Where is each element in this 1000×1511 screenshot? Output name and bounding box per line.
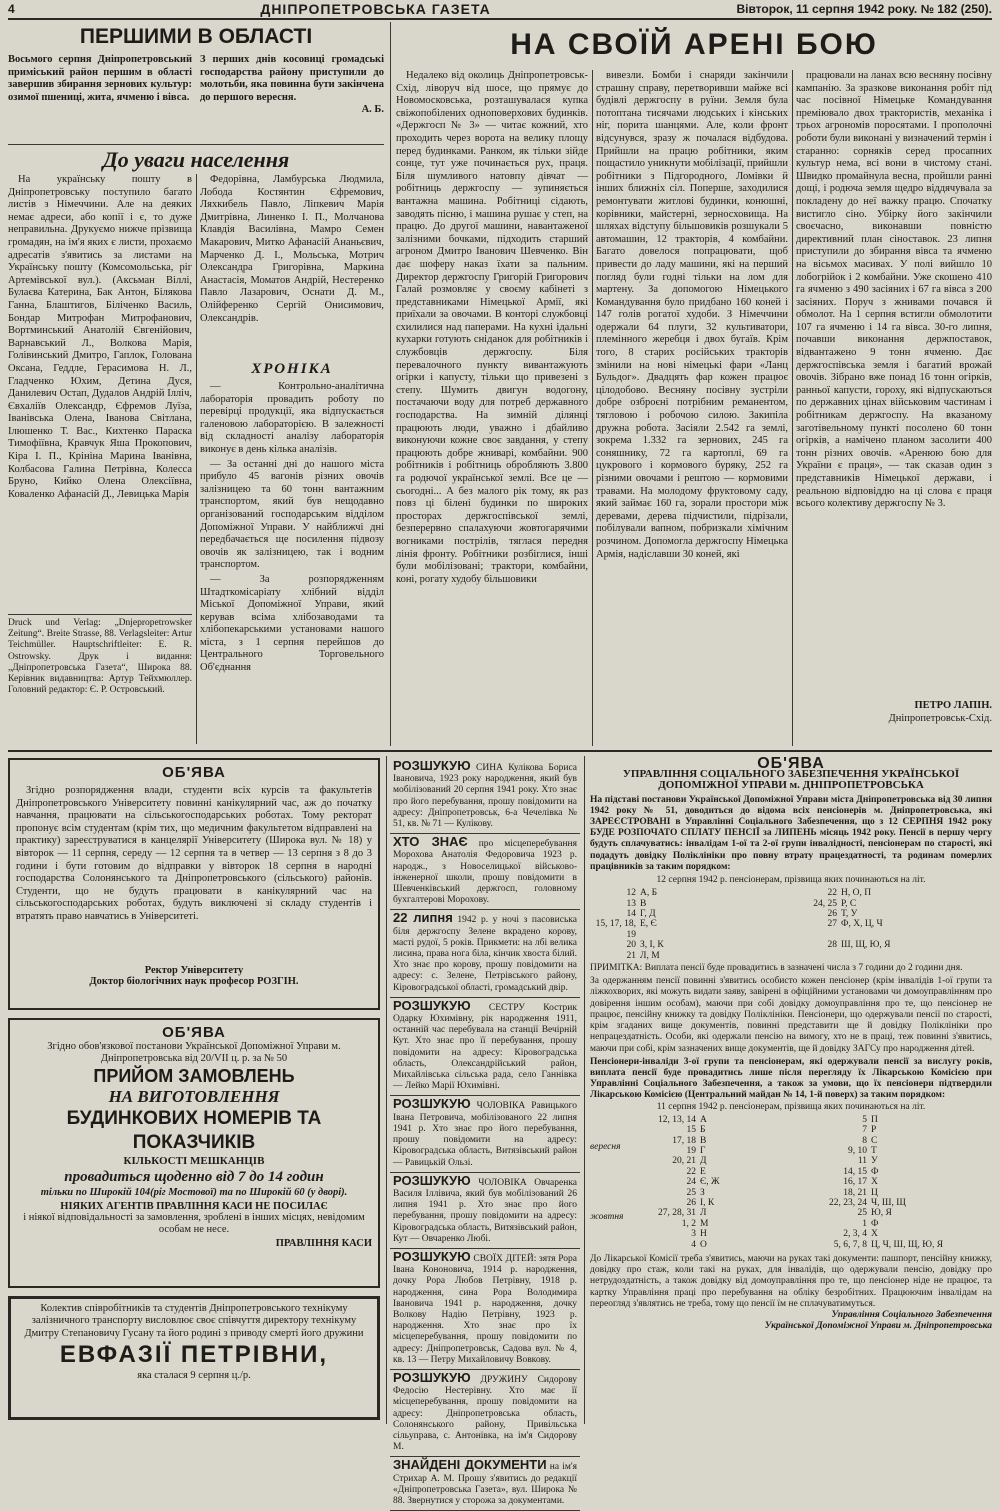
classified-keyword: ЗНАЙДЕНІ ДОКУМЕНТИ — [393, 1457, 547, 1473]
house-numbers-ad-h6: тільки по Широкій 104(ріг Мостової) та по Широкій 60 (у дворі). — [40, 1187, 348, 1198]
pension-day: 15, 17, 18, 19 — [595, 919, 636, 940]
arena-title: НА СВОЇЙ АРЕНІ БОЮ — [510, 28, 878, 61]
classified-keyword: РОЗШУКУЮ — [393, 1096, 471, 1112]
house-numbers-ad-h1: ПРИЙОМ ЗАМОВЛЕНЬ — [93, 1066, 295, 1086]
pension-day: 12, 13, 14 — [658, 1114, 696, 1125]
rule-6 — [792, 70, 793, 746]
arena-author: ПЕТРО ЛАПІН. — [914, 700, 992, 711]
pension-letters: О — [700, 1239, 707, 1250]
pension-day: 22 — [686, 1166, 696, 1177]
university-ad-body: Згідно розпорядження влади, студенти всіх курсів та факультетів Дніпропетровського Університету повинні канікулярний час, аж до початку навчання, працювати на сільськогосподарських роботах. Тому ректорат пропонує всім студентам (крім тих, що медичним факультетом відправлені на практику) зареєструватися в канцелярії Університету (Широка вул. № 18) у вівторок — 11 серпня, середу — 12 серпня та в четвер — 13 серпня з 8 до 3 години і бути готовим до відправки у вівторок 18 серпня в народні господарства Солонянського та Дніпропетровського (сільського) районів. Студенти, що не будуть працювати в канікулярний час на сільськогосподарських роботах, будуть виключені зі складу студентів і втратять право навчатись в Університеті. — [16, 785, 372, 922]
house-numbers-ad — [8, 1018, 380, 1288]
pension-letters: Т, У — [841, 909, 858, 920]
pension-sub-1: УПРАВЛІННЯ СОЦІАЛЬНОГО ЗАБЕЗПЕЧЕННЯ УКРАЇНСЬКОЇ — [622, 768, 960, 781]
pension-letters: Г — [700, 1145, 706, 1156]
pension-day: 21 — [626, 950, 636, 961]
pension-empty — [791, 951, 837, 961]
pension-letters: Ш, Щ, Ю, Я — [841, 940, 891, 951]
pension-letters: Г, Д — [640, 909, 656, 920]
first-in-region-article — [8, 24, 384, 142]
classified-text: 1942 р. у ночі з пасовиська біля держгоспу Зелене вкрадено корову, масті рудої, 5 років. Прикмети: на лбі велика лисина, права нога біла, кінчик хвоста білий. Хто знає про корову, прошу повідомити на адресу: с. Зелене, Петрівського району, Кіровоградської області, громадський двір. — [393, 915, 577, 993]
house-numbers-ad-intro: Згідно обов'язкової постанови Української Допоміжної Управи м. Дніпропетровська від 20/VII ц. р. за № 50 — [47, 1041, 341, 1064]
university-ad-sign-1: Ректор Університету — [144, 965, 244, 976]
attention-title: До уваги населення — [102, 147, 290, 172]
pension-day: 8 — [862, 1135, 867, 1146]
pension-day: 22 — [827, 888, 837, 899]
classified-text: СИНА Кулікова Бориса Івановича, 1923 року народження, який був мобілізований 20 серпня 1941 року. Хто знає про його перебування, прошу повідомити на адресу: Дніпропетровськ, 6-а Чечелівка № 51, кв. № 71 — Кулікову. — [393, 763, 577, 830]
house-numbers-ad-h4: КІЛЬКОСТІ МЕШКАНЦІВ — [123, 1155, 265, 1167]
pension-letters: І, К — [700, 1197, 715, 1208]
pension-letters: Л — [700, 1208, 707, 1219]
classified-ad — [390, 758, 580, 834]
first-left-text: Восьмого серпня Дніпропетровський приміський район першим в області завершив збирання зернових культур: озимої пшениці, жита, ячменю і вівса. — [8, 54, 192, 103]
classified-keyword: РОЗШУКУЮ — [393, 758, 471, 773]
pension-letters: Ф, Х, Ц, Ч — [841, 919, 883, 930]
pension-day: 4 — [691, 1239, 696, 1250]
first-sign: А. Б. — [361, 104, 384, 116]
house-numbers-ad-warn: НІЯКИХ АГЕНТІВ ПРАВЛІННЯ КАСИ НЕ ПОСИЛАЄ — [60, 1201, 328, 1212]
arena-text-2: вивезли. Бомби і снаряди закінчили страшну справу, перетворивши майже всі будівлі держгоспу в руїни. Земля була потоптана тисячами людських і кінських ніг, порита шанцями. Але, коли фронт відсунувся, зразу ж почалася відбудова. Прийшли на працю робітники, яким пощастило уникнути мобілізації, прийшли робітники з Підгородного, Ломівки й інших ближніх сіл. Поперше, заходилися ремонтувати житлові будинки, конюшні, корівники, майстерні, зерносховища. На шляхах відступу більшовиків розшукали 5 автомашин, 12 тракторів, 4 комбайни. Багато довелося попрацювати, щоб привести до ладу машини, які на перший погляд були годні тільки на лом для мартену. За допомогою Німецького Командування було придбано 160 коней і 147 голів рогатої худоби. З Німеччини одержали 64 плуги, 32 культиватори, племінного жеребця і двох бугаїв. Крім того, 8 старих російських тракторів змінили на нові німецькі фари «Ланц Бульдог». Двадцять фар кожен працює цілодобово. Весняну посівну зустріли добре озброєні потрібним реманентом, тягловою і робочою силою. Закипіла дружна робота. Засіяли 2.542 га землі, зокрема 1.332 га зернових, 245 га соняшнику, 72 га картоплі, 69 га цукрового і кормового буряку, 252 га різними овочами і рештою — кормовими травами. На молодому фруктовому саду, який займає 160 га, зорали простори між деревами, дерева підчистили, підрізали, побілували вапном, побризкали хімічним розчином. Допомогла держгоспу Німецька Армія, надіславши 30 коней, які — [596, 70, 788, 560]
pension-letters: Ю, Я — [871, 1208, 892, 1219]
classified-text: ЧОЛОВІКА Равицького Івана Петровича, мобілізованого 22 липня 1941 р. Хто знає про його перебування, прошу повідомити на адресу: Кіровоградська область, Витязівський район — Равицькій Ользі. — [393, 1101, 578, 1168]
classified-keyword: РОЗШУКУЮ — [393, 1248, 471, 1264]
pension-letters: В — [700, 1135, 707, 1146]
pension-letters: Ф — [871, 1166, 879, 1177]
arena-heading-area — [396, 24, 992, 68]
attention-column-2 — [200, 174, 384, 352]
pension-day: 9, 10 — [848, 1145, 867, 1156]
house-numbers-ad-title: ОБ'ЯВА — [162, 1024, 226, 1041]
university-ad-sign-2: Доктор біологічних наук професор РОЗГІН. — [89, 976, 299, 987]
pension-day: 20 — [626, 940, 636, 951]
pension-day: 24 — [686, 1177, 696, 1188]
pension-day: 18, 21 — [843, 1187, 867, 1198]
pension-letters: У — [871, 1156, 878, 1167]
classified-text: СЕСТРУ Кострик Одарку Юхимівну, рік народження 1911, останній час перебувала на станції Вечірній Кут. Хто знає про її перебування, прошу повідомити на адресу: Кіровоградська область, Олександрійський район, Михайлівська сільська рада, село Ганнівка — Лейко Марії Юхимівні. — [393, 1002, 577, 1092]
pension-day: 15 — [686, 1125, 696, 1136]
arena-column-1 — [396, 70, 588, 746]
classified-ad — [390, 1173, 580, 1249]
classified-ad — [390, 1370, 580, 1457]
page-header — [8, 0, 992, 20]
pension-letters: Ц, Ч, Ш, Щ, Ю, Я — [871, 1239, 944, 1250]
pension-day: 11 — [857, 1156, 867, 1167]
chronicle — [200, 360, 384, 744]
arena-column-3 — [796, 70, 992, 746]
pension-letters: Х — [871, 1177, 878, 1188]
pension-body: За одержанням пенсії повинні з'явитись особисто кожен пенсіонер (крім інвалідів 1-ої групи та ліжкохворих, які можуть видати заяву, завірені в офіційними установами чи домоуправлінням про довірення іншим особам), маючи при собі довідку домоуправління про те, що пенсіонер не працює, пенсійну книжку та довідку Поліклініки. Пенсіонери, що одержували пенсії по старості, крім згаданих вище документів, повинні представити ще й довідку Поліклініки про непрацездатність. Особи, які одержали пенсію на вимогу, хто не в праці, теж повинні з'явитись, маючи при собі, крім зазначених вище документів, ще й довідку ЗАГСу про народження дітей. — [590, 976, 992, 1054]
pension-intro: На підставі постанови Української Допоміжної Управи міста Дніпропетровська від 30 липня 1942 року № 51, доводиться до відома всіх пенсіонерів м. Дніпропетровська, які ЗАРЕЄСТРОВАНІ в Управлінні Соціального Забезпечення, що з 12 СЕРПНЯ 1942 року БУДЕ РОЗПОЧАТО СПЛАТУ ПЕНСІЇ за ЛИПЕНЬ місяць 1942 року. Пенсії в першу чергу будуть сплачуватись: інвалідам 1-ої та 2-ої групи інвалідності, пенсіонерам по старості, які подадуть довідку Поліклініки про повну втрату працездатності, та родинам померлих працівників за таким порядком: — [590, 794, 992, 872]
pension-month-oct: жовтня — [590, 1211, 624, 1222]
classified-keyword: РОЗШУКУЮ — [393, 1172, 471, 1188]
attention-text-2: Федорівна, Ламбурська Людмила, Лобода Костянтин Єфремович, Ляхкибель Павло, Ліпкевич Марія Дмитрівна, Линенко І. П., Молчанова Клавдія Василівна, Мамро Семен Макарович, Митко Афанасій Ананьєвич, Марченко Д. І., Мольська, Мотрич Олександра Григорівна, Маркина Анастасія, Моматов Андрій, Нестеренко Павло Лазарович, Оснати Д. М., Олійференко Сергій Онисимович, Олександрів. — [200, 174, 384, 324]
pension-day: 1 — [862, 1218, 867, 1229]
pension-note: ПРИМІТКА: Виплата пенсії буде провадитись в зазначені числа з 7 години до 2 години дня. — [590, 963, 963, 974]
pension-day: 16, 17 — [843, 1177, 867, 1188]
pension-letters: Ч, Ш, Щ — [871, 1197, 906, 1208]
pension-letters: Ц — [871, 1187, 878, 1198]
classified-ad — [390, 998, 580, 1097]
pension-letters: Н — [700, 1229, 707, 1240]
pension-day: 5 — [862, 1114, 867, 1125]
pension-day: 5, 6, 7, 8 — [833, 1239, 867, 1250]
chronicle-item-1: — Контрольно-аналітична лабораторія провадить роботу по перевірці продукції, яка відпускається галеновою лабораторією. В залежності від складності аналізу лабораторія виконує в день кілька аналізів. — [200, 381, 384, 455]
rule-5 — [592, 70, 593, 746]
pension-empty — [841, 951, 988, 961]
pension-letters: Є, Ж — [700, 1177, 720, 1188]
imprint-text: Druck und Verlag: „Dnjepropetrowsker Zeitung“. Breite Strasse, 88. Verlagsleiter: Artur Teichmüller. Hauptschriftleiter: E. R. Ostrowsky. Друк і видання: „Дніпропетровська Газета“, Широка 88. Керівник видавництва: Артур Тейхмюллер. Головний редактор: Є. Р. Островський. — [8, 618, 192, 696]
pension-letters: С — [871, 1135, 878, 1146]
pension-day: 28 — [827, 940, 837, 951]
pension-letters: Р, С — [841, 898, 857, 909]
classified-text: ДРУЖИНУ Сидорову Федосію Нестерівну. Хто має її місцеперебування, прошу повідомити на адресу: Дніпропетровська область, Солонянського району, Привільська сільуправа, с. Антонівка, на ім'я Сидорову М. — [393, 1374, 577, 1453]
pension-table-1-head: 12 серпня 1942 р. пенсіонерам, прізвища яких починаються на літ. — [656, 875, 926, 886]
pension-letters: П — [871, 1114, 878, 1125]
arena-place: Дніпропетровськ-Схід. — [888, 712, 992, 724]
pension-letters: З, І, К — [640, 940, 664, 951]
obituary-tail: яка сталася 9 серпня ц./р. — [137, 1370, 251, 1382]
pension-month-sep: вересня — [590, 1141, 621, 1152]
pension-day: 14 — [626, 909, 636, 920]
obituary-notice — [8, 1296, 380, 1420]
classified-text: ЧОЛОВІКА Овчаренка Василя Іллівича, який був мобілізований 26 липня 1941 р. Хто знає про його перебування, прошу повідомити на адресу: Кіровоградська область, Витязівський район, Кут — Овчаренко Любі. — [393, 1177, 578, 1244]
pension-letters: Т — [871, 1145, 877, 1156]
classified-ad — [390, 834, 580, 910]
classified-text: про місцеперебування Морохова Анатолія Федоровича 1923 р. народж., з Новоселицької військово-інженерної школи, прошу повідомити в Шевченківський держгосп, головному бухгалтерові Морохову. — [393, 839, 578, 906]
university-ad-body-wrap — [16, 785, 372, 965]
pension-day: 24, 25 — [813, 898, 837, 909]
pension-day: 22, 23, 24 — [829, 1197, 867, 1208]
pension-letters: Д — [700, 1156, 707, 1167]
pension-letters: Х — [871, 1229, 878, 1240]
obituary-name: ЕВФАЗІЇ ПЕТРІВНИ, — [59, 1341, 329, 1369]
arena-text-3: працювали на ланах всю весняну посівну кампанію. За зразкове виконання робіт під час посівної Німецьке Командування преміювало двох трактористів, механіка і трьох агрономів поросятами. І прополочні роботи були виконані у визначений термін і старанно: сорняків серед просапних культур нема, всі вони в чистому стані. Швидко промайнула весна, пройшли ранні дощі, і родюча земля щедро віддячувала за покладену до неї важку працю. Спочатку вистигло сіно. Убірку його закінчили своєчасно, виконавши повністю директивний план сіноставок. 23 липня приступили до збирання вівса та ячменю на вісьмох масивах. У полі вийшло 10 лобогрійок і 2 комбайни. Уже скошено 410 га ячменю з 490 засіяних і 67 га вівса з 200 засіяних. Поруч з жнивами почався й обмолот. На 1 серпня встигли обмолотити 107 га ячменю і 14 га вівса. 30-го липня, почавши виконання держпоставок, відвантажено 9 тонн ячменю. Дає держгоспівська земля і багатий врожай овочів. Зібрано вже понад 16 тонн огірків, ранньої капусти, гороху, які відпускаються по державних цінах військовим частинам і робітникам держгоспу. На вказаному заготівельному пункті посолено 60 тонн огірків, а намічено планом засолити 400 тонн різних овочів. «Аренюю бою для України є праця», — так сказав один з представників Німецької держави, і реальною відповіддю на ці слова є праця всього колективу держгоспу № 3. — [796, 70, 992, 510]
classifieds-column — [390, 758, 580, 1506]
pension-letters: Л, М — [640, 950, 660, 961]
chronicle-title: ХРОНІКА — [251, 361, 333, 377]
attention-heading-area — [8, 148, 384, 172]
pension-sub-2: ДОПОМІЖНОЇ УПРАВИ м. ДНІПРОПЕТРОВСЬКА — [658, 779, 924, 792]
obituary-body: Колектив співробітників та студентів Дніпропетровського технікуму залізничного транспорту висловлює своє співчуття директору технікуму Дмитру Степановичу Гусану та його родині з приводу смерті його дружини — [24, 1303, 364, 1339]
pension-day: 26 — [686, 1197, 696, 1208]
pension-letters: Е — [700, 1166, 706, 1177]
pension-day: 25 — [857, 1208, 867, 1219]
pension-sign-1: Управління Соціального Забезпечення — [831, 1310, 992, 1321]
arena-text-1: Недалеко від околиць Дніпропетровськ-Схід, ліворуч від шосе, що прямує до Новомосковська, розташувалася купка свіжопобілених одноповерхових будинків. «Держгосп № 3» — читає кожний, хто проходить через ворота на велику площу перед будинками. Ранком, як тільки зійде сонце, тут уже починається рух, праця. Біля шумливого натовпу дівчат — робітниць держгоспу — зупиняється вантажна машина. Робітниці сідають, заводять пісню, і машина рушає у степ, на працю. До другої машини, навантаженої залізними бочками, підходить старший агроном Дмитро Іванович Шевченко. Він дає шоферу наказ їхати за пальним. Директор держгоспу Григорій Григорович Галай розмовляє у своєму кабінеті з представниками Німецької Армії, які приїхали за овочами. В конторі службовці схилилися над паперами. На кухні ідальні кухарки готують сніданок для робітників і службовців держгоспу. Біля перевалочного пункту вивантажують огірки і капусту, тільки що привезені з степу. Шумить двигун водогону, постачаючи воду для потреб державного господарства. На зимній ділянці працюють люди, уважно і дбайливо виконуючи кожне своє завдання, у степу працюють добре жниварі, комбайни. 900 робітників і робітниць обробляють 3.800 га родючої української землі. Все це — сьогодні... А без малого рік тому, як раз повз ці білені будинки по широких просторах держгоспівської землі, безперервно спалахуючи жовтогарячими вогниками пострілів, тяглася передня лінія фронту. Робітники розбіглися, інші були мобілізовані; трактори, комбайни, коні, рогату худобу більшовики — [396, 70, 588, 585]
university-ad — [8, 758, 380, 1010]
classified-ad — [390, 1457, 580, 1511]
pension-sign-2: Української Допоміжної Управи м. Дніпропетровська — [764, 1321, 992, 1332]
pension-letters: А, Б — [640, 888, 658, 899]
pension-day: 1, 2 — [681, 1218, 696, 1229]
rule-2 — [196, 174, 197, 744]
pension-day: 2, 3, 4 — [843, 1229, 867, 1240]
classified-ad — [390, 1249, 580, 1370]
first-right-text: З перших днів косовиці громадські господарства району приступили до молотьби, яка повинна бути закінчена до першого вересня. — [200, 54, 384, 103]
pension-letters: Б — [700, 1125, 706, 1136]
house-numbers-ad-body: і ніякої відповідальності за замовлення, зроблені в інших місцях, невідомим особам не несе. — [23, 1212, 365, 1235]
pension-day: 13 — [626, 898, 636, 909]
pension-letters: Е, Є — [640, 919, 657, 930]
classified-ad — [390, 1096, 580, 1172]
issue-date: Вівторок, 11 серпня 1942 року. — [736, 2, 918, 16]
attention-text-1: На українську пошту в Дніпропетровську поступило багато листів з Німеччини. Але на деяких немає адреси, або копії і є, то дуже неправильна. Друкуємо нижче прізвища громадян, на ім'я яких є листи, прохаємо адресатів з'явитись за листами на Українську пошту (Комсомольська, ріг Артемівської вул.). (Аксьман Віллі, Булаєва Катерина, Бак Антон, Білякова Ганна, Блаштигов, Біліченко Василь, Бондар Митрофан Митрофанович, Вортминський Анатолій Євгенійович, Варнавський Л., Волкова Марія, Голівинський Дмитро, Гаплок, Голована Оксана, Геддле, Герасимова Н. Л., Гладченко Юхим, Детина Дуся, Данилевич Остап, Дудалов Андрій Ілліч, Євхаліїв Олександр, Єфремов Луїза, Іванівська Олена, Іванова Світлана, Ілюшенко Т. Вас., Кихтенко Параска Тимофіївна, Кравчук Яша Прокопович, Кіра І. П., Крініна Марина Іванівна, Колбасова Галина Петрівна, Колесса Бруно, Кийко Олена Олексіївна, Коваленко Афанасій Д., Левицька Марія — [8, 174, 192, 500]
pension-title: ОБ'ЯВА — [757, 755, 825, 772]
pension-day: 17, 18 — [672, 1135, 696, 1146]
rule-1 — [8, 144, 384, 145]
house-numbers-ad-h3: БУДИНКОВИХ НОМЕРІВ ТА ПОКАЗЧИКІВ — [66, 1108, 322, 1153]
classified-keyword: 22 липня — [393, 910, 453, 926]
pension-letters: З — [700, 1187, 705, 1198]
masthead: ДНІПРОПЕТРОВСЬКА ГАЗЕТА — [260, 1, 491, 17]
classified-keyword: РОЗШУКУЮ — [393, 997, 471, 1013]
page-number: 4 — [8, 2, 15, 16]
pension-day: 7 — [862, 1125, 867, 1136]
rule-4 — [390, 22, 391, 746]
pension-letters: Р — [871, 1125, 877, 1136]
pension-day: 27 — [827, 919, 837, 930]
pension-table-2-head: 11 серпня 1942 р. пенсіонерам, прізвища яких починаються на літ. — [656, 1101, 926, 1112]
pension-letters: Ф — [871, 1218, 879, 1229]
pension-table-2 — [654, 1115, 988, 1250]
pension-notice — [590, 755, 992, 1424]
rule-3 — [8, 614, 192, 615]
rule-7 — [8, 750, 992, 752]
classified-keyword: РОЗШУКУЮ — [393, 1369, 471, 1385]
house-numbers-ad-h5: провадиться щоденно від 7 до 14 годин — [64, 1169, 324, 1185]
classified-keyword: ХТО ЗНАЄ — [393, 834, 468, 850]
pension-day: 26 — [827, 909, 837, 920]
house-numbers-ad-sign: ПРАВЛІННЯ КАСИ — [275, 1238, 372, 1249]
pension-table-1 — [594, 888, 988, 961]
pension-day: 27, 28, 31 — [658, 1208, 696, 1219]
attention-column-1 — [8, 174, 192, 610]
pension-day: 14, 15 — [843, 1166, 867, 1177]
pension-day: 3 — [691, 1229, 696, 1240]
chronicle-item-2: — За останні дні до нашого міста прибуло 45 вагонів різних овочів залізницею та 60 тонн вантажним транспортом, який був нещодавно організований господарським відділом Допоміжної Управи. У найближчі дні передбачається ще посилення підвозу овочів як залізницею, так і водним транспортом. — [200, 458, 384, 571]
classified-ad — [390, 910, 580, 997]
classified-text: на ім'я Стрихар А. М. Прошу з'явитись до редакції «Дніпропетровська Газета», вул. Широка № 88. Звернутися у сторожа за документами. — [393, 1462, 578, 1506]
rule-9 — [584, 756, 585, 1424]
pension-day: 25 — [686, 1187, 696, 1198]
pension-letters: А — [700, 1114, 707, 1125]
pension-day: 19 — [686, 1145, 696, 1156]
pension-letters: М — [700, 1218, 709, 1229]
chronicle-item-3: — За розпорядженням Штадткомісаріату хлібний відділ Міської Допоміжної Управи, який керував всіма хлібозаводами та хлібопекарськими установами нашого міста, з 1 серпня перейшов до Центрального Торговельного Об'єднання — [200, 573, 384, 674]
pension-letters: В — [640, 898, 647, 909]
pension-day: 12 — [626, 888, 636, 899]
arena-column-2 — [596, 70, 788, 746]
pension-table-2-intro: Пенсіонери-інваліди 3-ої групи та пенсіонерам, які одержували пенсії за вислугу років, виплата пенсії буде провадитись лише після перегляду їх Лікарською Комісією при Управлінні Соціального Забезпечення, а також за умови, що їх пенсіонери підтвердили Лікарською Комісією (Центральний майдан № 14, 1-й поверх) за таким порядком: — [590, 1056, 992, 1101]
first-in-region-title: ПЕРШИМИ В ОБЛАСТІ — [79, 25, 313, 48]
issue-number: № 182 (250). — [920, 2, 992, 16]
pension-tail: До Лікарської Комісії треба з'явитись, маючи на руках такі документи: пашпорт, пенсійну книжку, довідку про стаж, коли такі на руках, для інвалідів, що одержували пенсію, довідку про нетрудоздатність, а також довідку від домоуправління про те, що пенсіонер ніде не працює, та картку Управління праці про перебування на обліку безробітних. Працюючим інвалідам на переогляд з'являтись не треба, тому що пенсії їм не сплачуватимуться. — [590, 1254, 992, 1309]
rule-8 — [386, 756, 387, 1424]
house-numbers-ad-h2: НА ВИГОТОВЛЕННЯ — [108, 1087, 280, 1106]
classified-text: СВОЇХ ДІТЕЙ: зятя Рора Івана Кононовича, 1914 р. народження, дочку Рора Любов Петрівну, 1918 р. народження, сина Рора Володимира Івановича 1941 р. народження, дочку Волкову Надію Петрівну, 1923 р. народження. Хто знає про їх місцеперебування, прошу повідомити по адресу: Дніпропетровськ, Садова вул. № 4, кв. 13 — Петру Михайловичу Вовкову. — [393, 1253, 577, 1365]
imprint — [8, 618, 192, 744]
pension-letters: Н, О, П — [841, 888, 872, 899]
university-ad-title: ОБ'ЯВА — [162, 764, 226, 781]
pension-day: 20, 21 — [672, 1156, 696, 1167]
